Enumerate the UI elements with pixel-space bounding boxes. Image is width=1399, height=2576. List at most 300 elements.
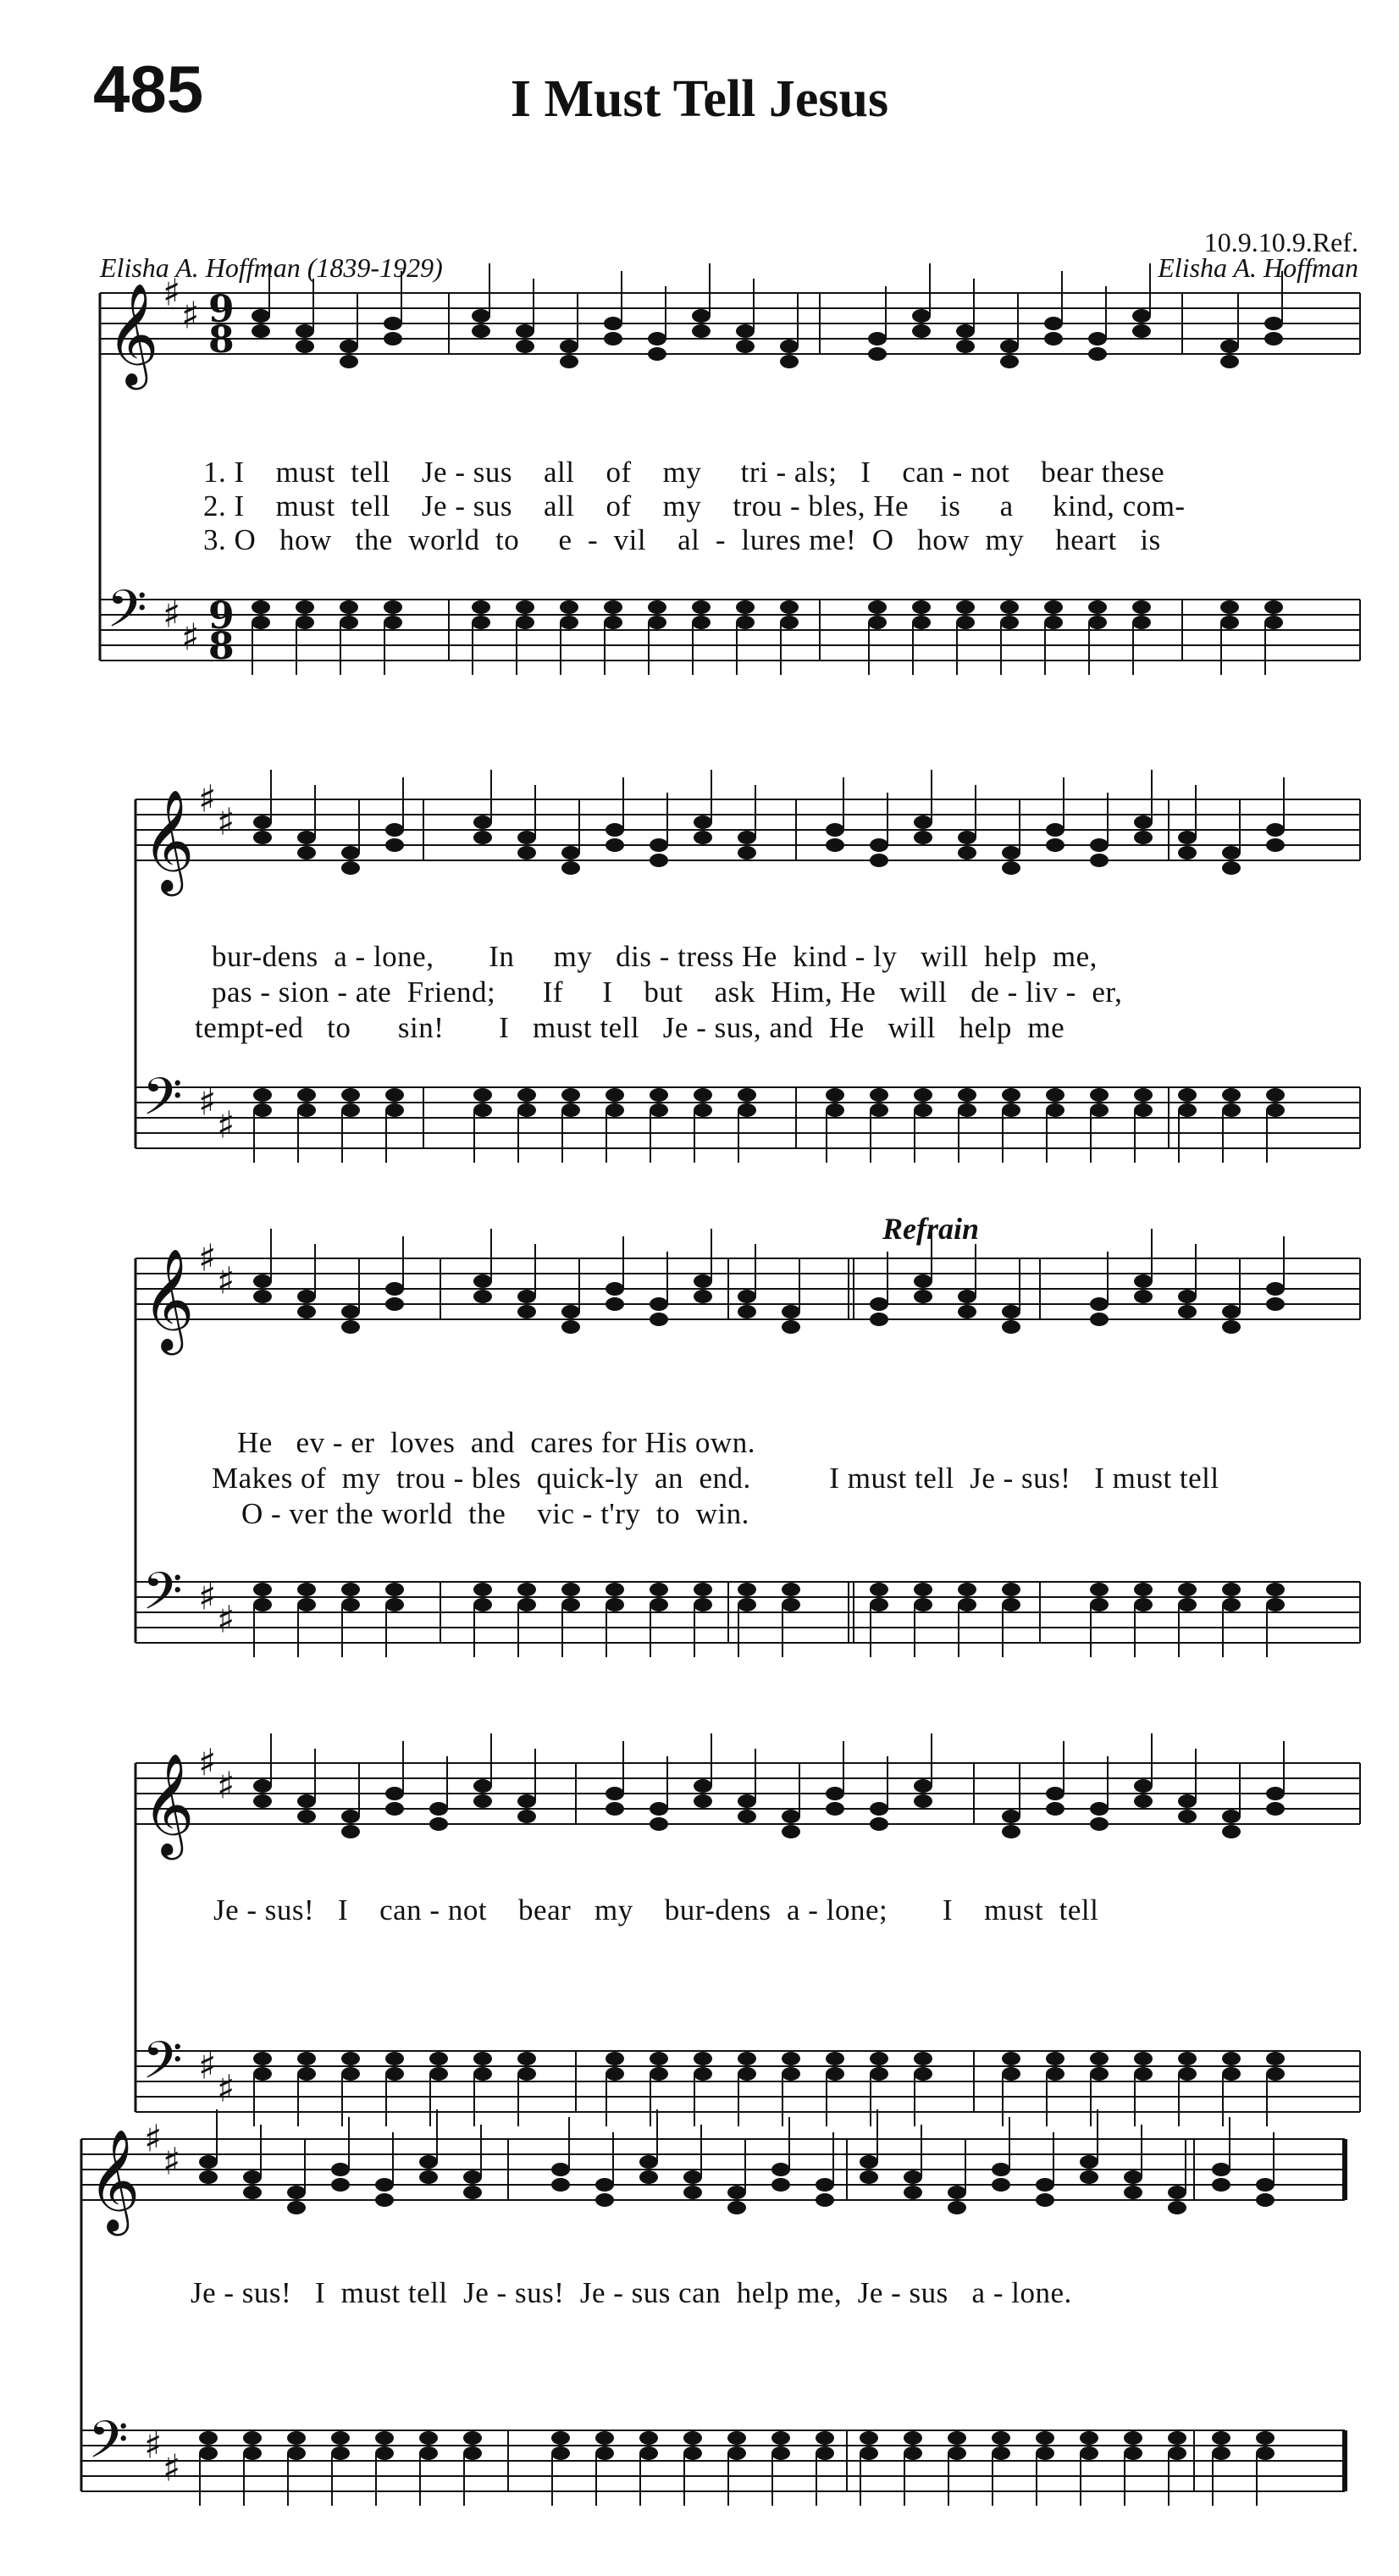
bass-notehead — [1256, 2431, 1275, 2445]
bass-notehead — [1090, 1088, 1109, 1102]
treble-notehead — [561, 846, 580, 860]
treble-notehead — [296, 324, 314, 338]
treble-notehead — [956, 340, 975, 353]
treble-notehead — [385, 823, 404, 837]
bass-notehead — [1266, 2052, 1285, 2065]
treble-notehead — [1002, 846, 1020, 860]
treble-notehead — [868, 347, 887, 361]
bass-notehead — [253, 1103, 272, 1117]
bass-notehead — [771, 2431, 790, 2445]
treble-notehead — [683, 2170, 702, 2184]
treble-notehead — [1134, 1779, 1153, 1793]
bass-notehead — [1264, 616, 1283, 629]
treble-notehead — [816, 2178, 834, 2192]
treble-notehead — [252, 324, 270, 338]
treble-notehead — [384, 317, 402, 330]
bass-notehead — [992, 2431, 1010, 2445]
treble-notehead — [385, 1787, 404, 1800]
treble-notehead — [604, 332, 622, 345]
bass-notehead — [992, 2446, 1010, 2460]
bass-notehead — [605, 1583, 624, 1596]
treble-notehead — [782, 1825, 800, 1838]
bass-notehead — [463, 2446, 482, 2460]
treble-notehead — [517, 831, 536, 844]
bass-notehead — [912, 616, 931, 629]
bass-notehead — [605, 1103, 624, 1117]
bass-notehead — [1134, 2052, 1153, 2065]
treble-notehead — [605, 1282, 624, 1296]
treble-notehead — [948, 2186, 966, 2199]
treble-notehead — [958, 831, 976, 844]
bass-notehead — [1178, 1598, 1197, 1611]
bass-notehead — [826, 1088, 844, 1102]
bass-notehead — [738, 1103, 756, 1117]
treble-notehead — [816, 2193, 834, 2207]
treble-notehead — [692, 324, 711, 338]
treble-clef-icon: 𝄞 — [107, 282, 159, 385]
treble-notehead — [517, 1810, 536, 1823]
bass-notehead — [551, 2431, 570, 2445]
key-signature-sharp-icon: ♯ — [163, 593, 181, 637]
treble-notehead — [331, 2178, 350, 2192]
bass-notehead — [650, 1598, 668, 1611]
treble-notehead — [1000, 340, 1019, 353]
bass-notehead — [1090, 2067, 1109, 2081]
treble-notehead — [1222, 1305, 1241, 1318]
treble-notehead — [341, 1320, 360, 1334]
treble-notehead — [199, 2170, 218, 2184]
treble-notehead — [992, 2163, 1010, 2176]
key-signature-sharp-icon: ♯ — [198, 777, 217, 821]
treble-notehead — [605, 823, 624, 837]
bass-notehead — [956, 600, 975, 614]
treble-notehead — [692, 309, 711, 323]
treble-notehead — [473, 815, 492, 829]
bass-notehead — [1178, 1583, 1197, 1596]
treble-notehead — [870, 1817, 888, 1831]
key-signature-sharp-icon: ♯ — [217, 800, 235, 844]
treble-notehead — [1266, 1297, 1285, 1311]
hymn-title: I Must Tell Jesus — [510, 70, 889, 128]
treble-notehead — [429, 1817, 448, 1831]
treble-notehead — [1080, 2155, 1098, 2169]
treble-notehead — [648, 332, 666, 345]
bass-notehead — [1256, 2446, 1275, 2460]
bass-notehead — [341, 1598, 360, 1611]
bass-notehead — [782, 2067, 800, 2081]
treble-notehead — [340, 340, 358, 353]
bass-notehead — [561, 1598, 580, 1611]
bass-notehead — [771, 2446, 790, 2460]
treble-notehead — [1090, 1817, 1109, 1831]
bass-notehead — [1002, 2052, 1020, 2065]
bass-notehead — [297, 1598, 316, 1611]
treble-notehead — [650, 1817, 668, 1831]
bass-notehead — [341, 1583, 360, 1596]
treble-notehead — [1132, 324, 1151, 338]
treble-notehead — [1222, 861, 1241, 875]
treble-notehead — [694, 815, 712, 829]
bass-notehead — [870, 2067, 888, 2081]
treble-notehead — [870, 1297, 888, 1311]
bass-notehead — [738, 1583, 756, 1596]
bass-notehead — [1088, 616, 1107, 629]
bass-notehead — [826, 2052, 844, 2065]
treble-notehead — [297, 1794, 316, 1808]
treble-notehead — [551, 2178, 570, 2192]
treble-notehead — [385, 838, 404, 852]
treble-notehead — [375, 2178, 394, 2192]
hymn-number: 485 — [93, 52, 204, 126]
treble-notehead — [1222, 1825, 1241, 1838]
treble-notehead — [914, 831, 932, 844]
treble-notehead — [1178, 1305, 1197, 1318]
bass-notehead — [604, 600, 622, 614]
bass-notehead — [385, 1598, 404, 1611]
treble-notehead — [517, 846, 536, 860]
bass-notehead — [868, 616, 887, 629]
treble-notehead — [473, 1274, 492, 1288]
bass-notehead — [297, 2052, 316, 2065]
lyric-line-s1-v3: 3. O how the world to e - vil al - lures me! O how my heart is — [203, 523, 1161, 556]
bass-notehead — [694, 1598, 712, 1611]
bass-notehead — [517, 1598, 536, 1611]
treble-notehead — [419, 2155, 438, 2169]
treble-notehead — [650, 854, 668, 867]
treble-notehead — [826, 823, 844, 837]
treble-notehead — [1134, 815, 1153, 829]
key-signature-sharp-icon: ♯ — [163, 271, 181, 315]
treble-notehead — [694, 1290, 712, 1303]
bass-notehead — [956, 616, 975, 629]
bass-notehead — [780, 600, 799, 614]
treble-notehead — [1002, 1305, 1020, 1318]
bass-notehead — [605, 2052, 624, 2065]
treble-notehead — [1124, 2186, 1142, 2199]
treble-notehead — [560, 340, 578, 353]
treble-notehead — [473, 1779, 492, 1793]
bass-notehead — [816, 2431, 834, 2445]
treble-notehead — [1090, 1802, 1109, 1816]
treble-notehead — [517, 1290, 536, 1303]
bass-notehead — [1002, 1583, 1020, 1596]
treble-notehead — [1256, 2178, 1275, 2192]
treble-notehead — [551, 2163, 570, 2176]
treble-notehead — [340, 355, 358, 368]
bass-notehead — [727, 2431, 746, 2445]
bass-notehead — [692, 600, 711, 614]
bass-notehead — [1090, 1598, 1109, 1611]
lyric-line-s5: Je - sus! I must tell Je - sus! Je - sus can help me, Je - sus a - lone. — [191, 2276, 1072, 2309]
treble-notehead — [595, 2178, 614, 2192]
key-signature-sharp-icon: ♯ — [144, 2424, 163, 2468]
lyric-line-s3-v1: He ev - er loves and cares for His own. — [237, 1426, 755, 1459]
bass-notehead — [1178, 1103, 1197, 1117]
treble-notehead — [253, 1274, 272, 1288]
bass-notehead — [1178, 1088, 1197, 1102]
bass-notehead — [253, 2052, 272, 2065]
bass-notehead — [375, 2431, 394, 2445]
treble-notehead — [738, 1794, 756, 1808]
treble-notehead — [1090, 1297, 1109, 1311]
bass-notehead — [782, 1583, 800, 1596]
treble-notehead — [639, 2170, 658, 2184]
bass-notehead — [473, 1103, 492, 1117]
treble-notehead — [1134, 1794, 1153, 1808]
treble-notehead — [1168, 2186, 1186, 2199]
bass-notehead — [870, 1088, 888, 1102]
bass-notehead — [1220, 616, 1239, 629]
treble-notehead — [252, 309, 270, 323]
bass-notehead — [287, 2446, 306, 2460]
bass-notehead — [1134, 2067, 1153, 2081]
bass-notehead — [912, 600, 931, 614]
treble-notehead — [516, 324, 534, 338]
bass-notehead — [517, 1088, 536, 1102]
treble-notehead — [738, 1290, 756, 1303]
bass-notehead — [1090, 1583, 1109, 1596]
bass-notehead — [473, 2067, 492, 2081]
bass-notehead — [683, 2446, 702, 2460]
bass-notehead — [561, 1088, 580, 1102]
treble-notehead — [473, 1794, 492, 1808]
bass-notehead — [341, 2067, 360, 2081]
bass-notehead — [1080, 2446, 1098, 2460]
treble-notehead — [914, 1290, 932, 1303]
bass-notehead — [1046, 1103, 1064, 1117]
treble-notehead — [1132, 309, 1151, 323]
bass-notehead — [297, 1088, 316, 1102]
treble-notehead — [1220, 340, 1239, 353]
treble-notehead — [1212, 2163, 1230, 2176]
bass-notehead — [473, 1088, 492, 1102]
bass-notehead — [780, 616, 799, 629]
bass-notehead — [1222, 2052, 1241, 2065]
treble-notehead — [463, 2170, 482, 2184]
key-signature-sharp-icon: ♯ — [217, 1103, 235, 1147]
bass-notehead — [472, 600, 490, 614]
treble-notehead — [912, 309, 931, 323]
bass-notehead — [385, 1103, 404, 1117]
bass-notehead — [1044, 600, 1063, 614]
bass-notehead — [914, 1583, 932, 1596]
bass-notehead — [1090, 2052, 1109, 2065]
bass-notehead — [560, 600, 578, 614]
treble-notehead — [1044, 332, 1063, 345]
bass-notehead — [738, 1088, 756, 1102]
treble-notehead — [870, 1313, 888, 1326]
bass-notehead — [1124, 2431, 1142, 2445]
bass-notehead — [296, 600, 314, 614]
bass-notehead — [243, 2446, 262, 2460]
treble-notehead — [914, 1794, 932, 1808]
bass-notehead — [1212, 2446, 1230, 2460]
treble-notehead — [736, 324, 755, 338]
bass-notehead — [958, 1583, 976, 1596]
bass-notehead — [604, 616, 622, 629]
bass-notehead — [341, 1103, 360, 1117]
bass-notehead — [1134, 1103, 1153, 1117]
treble-notehead — [1090, 838, 1109, 852]
treble-notehead — [826, 1802, 844, 1816]
treble-notehead — [1124, 2170, 1142, 2184]
treble-clef-icon: 𝄞 — [142, 1247, 195, 1351]
treble-notehead — [694, 1274, 712, 1288]
bass-clef-icon: 𝄢 — [88, 2410, 129, 2483]
treble-notehead — [904, 2186, 922, 2199]
treble-notehead — [385, 1297, 404, 1311]
bass-notehead — [331, 2446, 350, 2460]
bass-notehead — [1222, 2067, 1241, 2081]
lyric-line-s2-v2: pas - sion - ate Friend; If I but ask Him, He will de - liv - er, — [212, 976, 1123, 1009]
hymn-meter: 10.9.10.9.Ref. — [1203, 227, 1358, 257]
time-signature-bottom: 8 — [208, 625, 235, 668]
treble-notehead — [736, 340, 755, 353]
bass-notehead — [1266, 1583, 1285, 1596]
treble-clef-icon: 𝄞 — [88, 2128, 141, 2231]
treble-notehead — [782, 1305, 800, 1318]
treble-notehead — [473, 831, 492, 844]
treble-notehead — [341, 1825, 360, 1838]
bass-notehead — [341, 2052, 360, 2065]
bass-notehead — [1134, 1088, 1153, 1102]
treble-notehead — [472, 309, 490, 323]
key-signature-sharp-icon: ♯ — [198, 1236, 217, 1280]
treble-notehead — [771, 2163, 790, 2176]
treble-notehead — [605, 1787, 624, 1800]
treble-notehead — [1134, 1290, 1153, 1303]
key-signature-sharp-icon: ♯ — [198, 1741, 217, 1785]
bass-notehead — [560, 616, 578, 629]
lyric-line-s2-v1: bur-dens a - lone, In my dis - tress He kind - ly will help me, — [212, 940, 1098, 973]
treble-notehead — [560, 355, 578, 368]
bass-notehead — [473, 2052, 492, 2065]
key-signature-sharp-icon: ♯ — [217, 1598, 235, 1642]
bass-notehead — [252, 616, 270, 629]
bass-notehead — [472, 616, 490, 629]
treble-notehead — [694, 831, 712, 844]
bass-notehead — [727, 2446, 746, 2460]
time-signature-top: 9 — [208, 288, 235, 331]
bass-clef-icon: 𝄢 — [142, 1067, 183, 1140]
lyric-line-s1-v1: 1. I must tell Je - sus all of my tri - als; I can - not bear these — [203, 456, 1165, 489]
bass-notehead — [384, 600, 402, 614]
bass-clef-icon: 𝄢 — [107, 579, 147, 652]
bass-notehead — [1168, 2431, 1186, 2445]
bass-notehead — [782, 2052, 800, 2065]
treble-notehead — [780, 340, 799, 353]
treble-notehead — [1088, 332, 1107, 345]
refrain-label: Refrain — [882, 1212, 980, 1246]
bass-notehead — [463, 2431, 482, 2445]
treble-notehead — [253, 1290, 272, 1303]
bass-notehead — [648, 600, 666, 614]
bass-notehead — [870, 2052, 888, 2065]
treble-notehead — [429, 1802, 448, 1816]
bass-notehead — [375, 2446, 394, 2460]
treble-notehead — [297, 846, 316, 860]
bass-notehead — [516, 600, 534, 614]
bass-notehead — [1002, 1088, 1020, 1102]
treble-notehead — [1178, 1290, 1197, 1303]
treble-notehead — [463, 2186, 482, 2199]
bass-notehead — [914, 2067, 932, 2081]
bass-notehead — [340, 600, 358, 614]
bass-notehead — [1266, 1103, 1285, 1117]
treble-notehead — [517, 1794, 536, 1808]
lyric-line-s3-v2: Makes of my trou - bles quick-ly an end. I must tell Je - sus! I must tell — [212, 1462, 1219, 1495]
treble-notehead — [914, 1779, 932, 1793]
bass-notehead — [870, 1103, 888, 1117]
treble-notehead — [914, 815, 932, 829]
bass-notehead — [1090, 1103, 1109, 1117]
treble-notehead — [341, 1810, 360, 1823]
bass-notehead — [782, 1598, 800, 1611]
bass-notehead — [1132, 600, 1151, 614]
treble-notehead — [650, 1313, 668, 1326]
bass-notehead — [904, 2431, 922, 2445]
bass-notehead — [341, 1088, 360, 1102]
bass-notehead — [252, 600, 270, 614]
bass-notehead — [1046, 2052, 1064, 2065]
treble-notehead — [948, 2201, 966, 2214]
bass-notehead — [1222, 1103, 1241, 1117]
bass-notehead — [860, 2431, 878, 2445]
treble-notehead — [297, 831, 316, 844]
bass-notehead — [1002, 1103, 1020, 1117]
bass-notehead — [1088, 600, 1107, 614]
treble-notehead — [992, 2178, 1010, 2192]
bass-notehead — [429, 2067, 448, 2081]
bass-notehead — [1222, 1598, 1241, 1611]
bass-notehead — [199, 2431, 218, 2445]
treble-notehead — [771, 2178, 790, 2192]
bass-notehead — [1264, 600, 1283, 614]
bass-notehead — [1002, 2067, 1020, 2081]
bass-notehead — [1212, 2431, 1230, 2445]
treble-notehead — [1134, 1274, 1153, 1288]
bass-notehead — [948, 2431, 966, 2445]
bass-notehead — [473, 1583, 492, 1596]
treble-notehead — [1002, 1825, 1020, 1838]
bass-notehead — [331, 2431, 350, 2445]
treble-notehead — [253, 1794, 272, 1808]
bass-notehead — [419, 2431, 438, 2445]
bass-clef-icon: 𝄢 — [142, 1562, 183, 1634]
bass-notehead — [385, 2067, 404, 2081]
bass-notehead — [287, 2431, 306, 2445]
treble-notehead — [738, 846, 756, 860]
treble-notehead — [1046, 838, 1064, 852]
bass-notehead — [1134, 1583, 1153, 1596]
treble-notehead — [297, 1810, 316, 1823]
bass-notehead — [561, 1583, 580, 1596]
treble-notehead — [650, 1297, 668, 1311]
treble-notehead — [1088, 347, 1107, 361]
bass-notehead — [692, 616, 711, 629]
bass-notehead — [958, 1103, 976, 1117]
treble-notehead — [738, 1810, 756, 1823]
treble-notehead — [341, 861, 360, 875]
treble-notehead — [860, 2170, 878, 2184]
treble-notehead — [287, 2186, 306, 2199]
key-signature-sharp-icon: ♯ — [198, 2044, 217, 2088]
bass-notehead — [517, 2052, 536, 2065]
treble-notehead — [1002, 861, 1020, 875]
treble-notehead — [958, 846, 976, 860]
bass-notehead — [517, 1103, 536, 1117]
treble-notehead — [516, 340, 534, 353]
